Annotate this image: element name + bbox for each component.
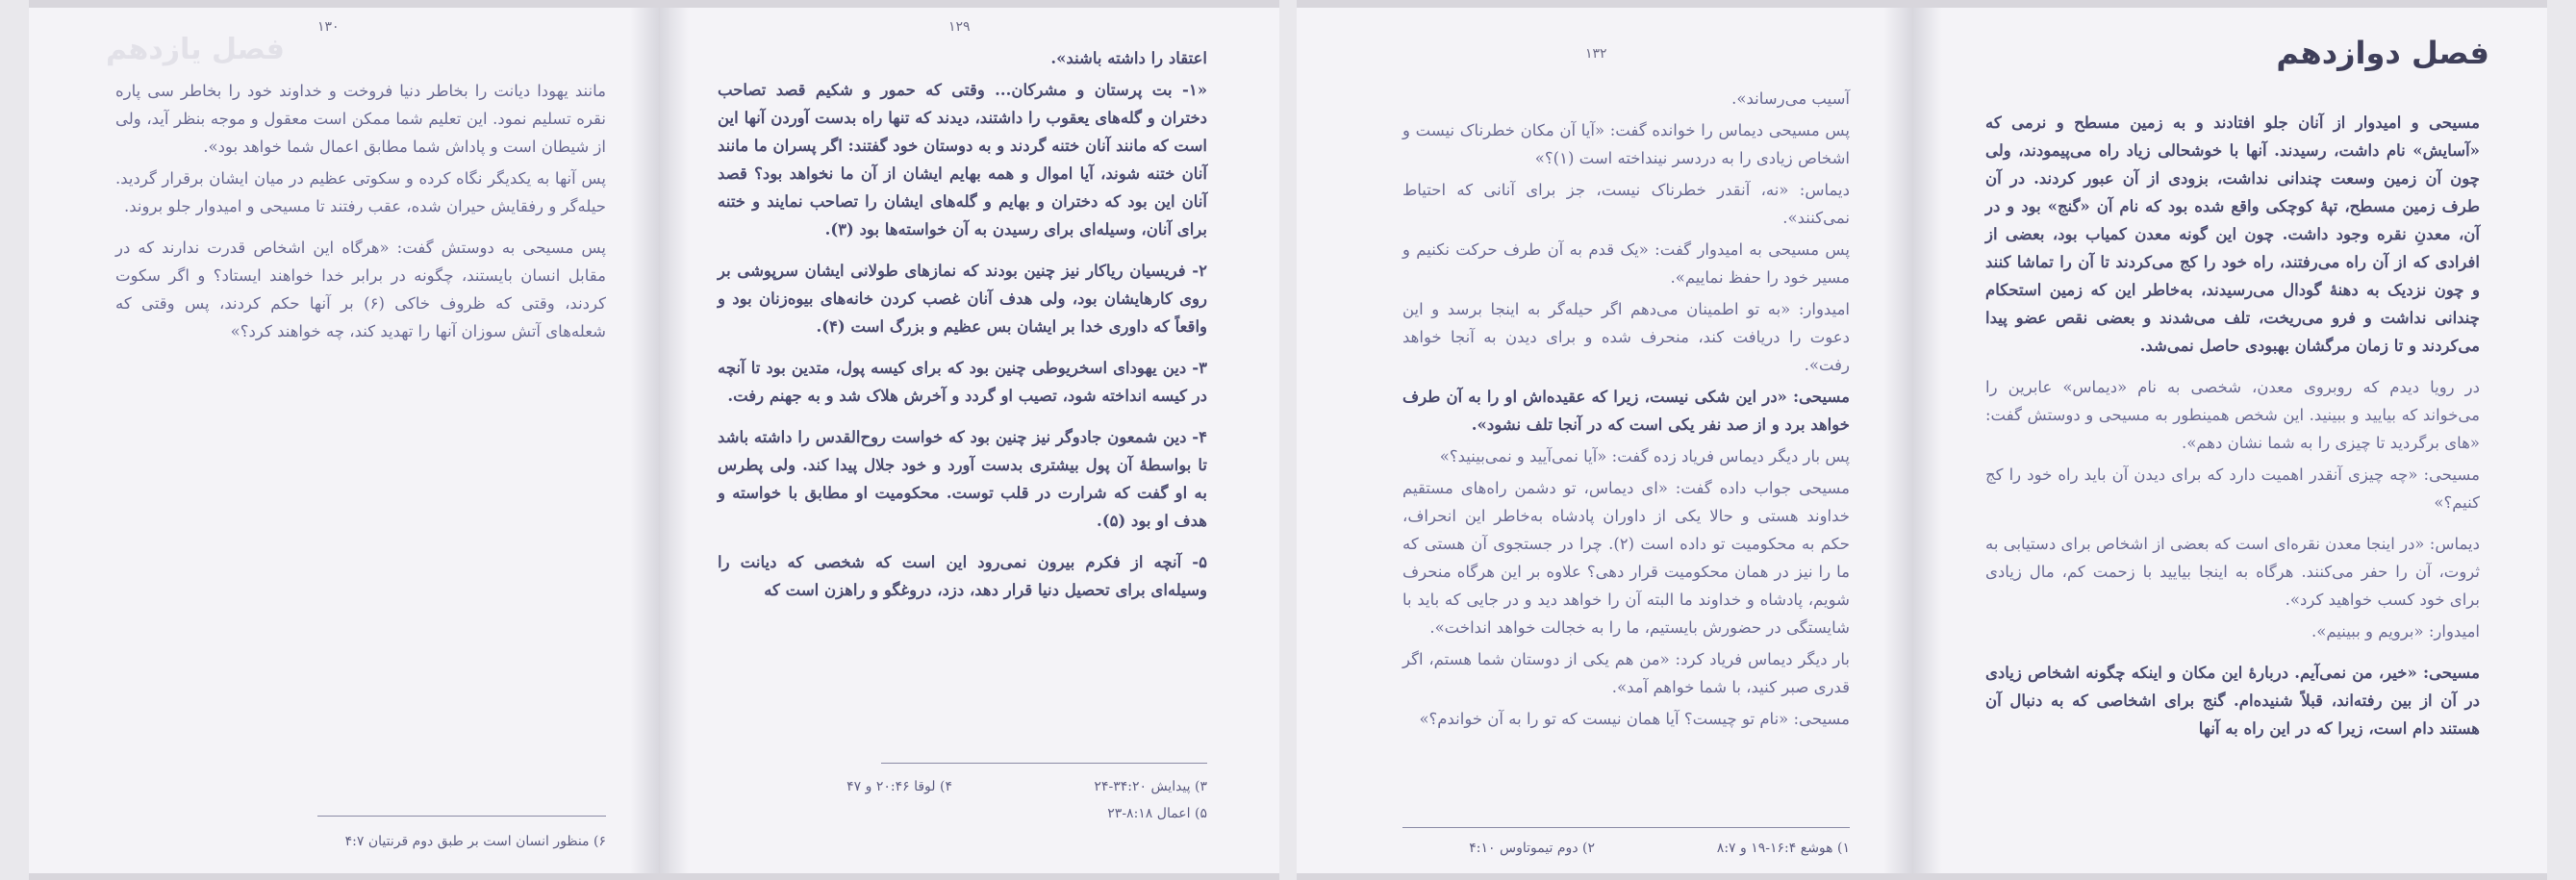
paragraph: ۲- فریسیان ریاکار نیز چنین بودند که نمازهای طولانی ایشان سرپوشی بر روی کارهایشان بود، ولی هدف آنان غصب کردن خانه‌های بیوه‌زنان بود و واقعاً که داوری خدا بر ایشان بس عظیم و بزرگ است (۴).	[718, 262, 1207, 336]
page-text	[115, 77, 606, 349]
paragraph: ۵- آنچه از فکرم بیرون نمی‌رود این است که شخصی که دیانت را وسیله‌ای برای تحصیل دنیا قرار دهد، دزد، دروغگو و راهزن است که	[718, 553, 1207, 599]
paragraph: ۴- دین شمعون جادوگر نیز چنین بود که خواست روح‌القدس را داشته باشد تا بواسطهٔ آن پول بیشتری بدست آورد و خود جلال پیدا کند. ولی پطرس به او گفت که شرارت در قلب توست. محکومیت او مطابق با خواسته و هدف او بود (۵).	[718, 428, 1207, 530]
paragraph: امیدوار: «برویم و ببینیم».	[2311, 622, 2480, 641]
paragraph: دیماس: «در اینجا معدن نقره‌ای است که بعضی از اشخاص برای دستیابی به ثروت، آن را حفر می‌کنند. هرگاه به اینجا بیایید با زحمت کم، مال زیادی برای خود کسب خواهید کرد».	[1985, 535, 2480, 609]
paragraph: مسیحی: «نام تو چیست؟ آیا همان نیست که تو را به آن خواندم؟»	[1419, 710, 1850, 728]
paragraph: امیدوار: «به تو اطمینان می‌دهم اگر حیله‌گر به اینجا برسد و این دعوت را دریافت کند، منحرف شده و برای دیدن به آنجا خواهد رفت».	[1402, 300, 1850, 374]
footnote: ۱) هوشع ۱۶:۴-۱۹ و ۸:۷	[1716, 841, 1850, 856]
page-number: ۱۳۰	[317, 19, 340, 35]
paragraph: «۱- بت پرستان و مشرکان... وقتی که حمور و شکیم قصد تصاحب دختران و گله‌های یعقوب را داشتند، دیدند که تنها راه بدست آوردن آنها این است که مانند آنان ختنه گردند و به دوستان خود گفتند: اگر پسران ما مانند آنان ختنه شوند، آیا اموال و همه بهایم ایشان از آن ما نخواهد بود؟ قصد آنان این بود که دختران و بهایم و گله‌های ایشان را تصاحب نمایند و ختنه برای آنان، وسیله‌ای برای رسیدن به آن خواسته‌ها بود (۳).	[718, 81, 1207, 239]
paragraph: در رویا دیدم که روبروی معدن، شخصی به نام «دیماس» عابرین را می‌خواند که بیایید و ببینید. این شخص همینطور به مسیحی و دوستش گفت: «های برگردید تا چیزی را به شما نشان دهم».	[1985, 378, 2480, 452]
paragraph: ۳- دین یهودای اسخریوطی چنین بود که برای کیسه پول، متدین بود تا آنچه در کیسه انداخته شود، تصیب او گردد و آخرش هلاک شد و به جهنم رفت.	[718, 359, 1207, 405]
page-131	[1913, 8, 2547, 873]
paragraph: پس آنها به یکدیگر نگاه کرده و سکوتی عظیم در میان ایشان برقرار گردید. حیله‌گر و رفقایش حیران شده، عقب رفتند تا مسیحی و امیدوار جلو بروند.	[115, 169, 606, 215]
footnote-rule	[317, 816, 606, 817]
footnote: ۴) لوقا ۲۰:۴۶ و ۴۷	[846, 779, 952, 794]
paragraph: مسیحی و امیدوار از آنان جلو افتادند و به زمین مسطح و نرمی که «آسایش» نام داشت، رسیدند. آنها با خوشحالی زیاد راه می‌پیمودند، ولی چون آن زمین وسعت چندانی نداشت، بزودی از آن عبور کردند. در آن طرف زمین مسطح، تپهٔ کوچکی واقع شده بود که نام آن «گنج» بود و در آن، معدنِ نقره وجود داشت. چون این گونه معدن کمیاب بود، بعضی از افرادی که از آن راه می‌رفتند، راه خود را کج می‌کردند تا آن را تماشا کنند و چون نزدیک به دهنهٔ گودال می‌رسیدند، به‌خاطر این که زمین استحکام چندانی نداشت و فرو می‌ریخت، تلف می‌شدند و بعضی نقص عضو پیدا می‌کردند و تا زمان مرگشان بهبودی حاصل نمی‌شد.	[1985, 113, 2480, 355]
paragraph: پس مسیحی به امیدوار گفت: «یک قدم به آن طرف حرکت نکنیم و مسیر خود را حفظ نماییم».	[1402, 240, 1850, 287]
page-gutter-shadow	[630, 8, 659, 873]
paragraph: مسیحی: «خیر، من نمی‌آیم. دربارهٔ این مکان و اینکه چگونه اشخاص زیادی در آن از بین رفته‌اند، قبلاً شنیده‌ام. گنج برای اشخاصی که به دنبال آن هستند دام است، زیرا که در این راه به آنها	[1985, 664, 2480, 738]
chapter-title: فصل دوازدهم	[2276, 35, 2489, 71]
page-text	[1985, 109, 2480, 746]
page-gutter-shadow	[660, 8, 689, 873]
paragraph: اعتقاد را داشته باشند».	[1050, 49, 1207, 67]
page-number: ۱۳۲	[1585, 46, 1607, 62]
paragraph: بار دیگر دیماس فریاد کرد: «من هم یکی از دوستان شما هستم، اگر قدری صبر کنید، با شما خواهم آمد».	[1402, 650, 1850, 696]
page-text	[718, 44, 1207, 608]
paragraph: مسیحی: «چه چیزی آنقدر اهمیت دارد که برای دیدن آن باید راه خود را کج کنیم؟»	[1985, 465, 2480, 512]
footnote: ۵) اعمال ۸:۱۸-۲۳	[1107, 806, 1207, 821]
paragraph: مسیحی جواب داده گفت: «ای دیماس، تو دشمن راه‌های مستقیم خداوند هستی و حالا یکی از داوران پادشاه به‌خاطر این انحراف، حکم به محکومیت تو داده است (۲). چرا در جستجوی آن هستی که ما را نیز در همان محکومیت قرار دهی؟ علاوه بر این هرگاه منحرف شویم، پادشاه و خداوند ما البته آن را خواهد دید و در جایی که باید با شایستگی در حضورش بایستیم، ما را به خجالت خواهد انداخت».	[1402, 479, 1850, 637]
paragraph: آسیب می‌رساند».	[1731, 89, 1850, 108]
page-number: ۱۲۹	[948, 19, 971, 35]
page-text	[1402, 85, 1850, 737]
page-129	[660, 8, 1279, 873]
page-130	[29, 8, 659, 873]
footnote-rule	[881, 763, 1207, 764]
page-132	[1297, 8, 1912, 873]
paragraph: پس مسیحی دیماس را خوانده گفت: «آیا آن مکان خطرناک نیست و اشخاص زیادی را به دردسر نینداخته است (۱)؟»	[1402, 121, 1850, 167]
paragraph: پس مسیحی به دوستش گفت: «هرگاه این اشخاص قدرت ندارند که در مقابل انسان بایستند، چگونه در برابر خدا خواهند ایستاد؟ و اگر سکوت کردند، وقتی که ظروف خاکی (۶) بر آنها حکم کردند، پس وقتی که شعله‌های آتش سوزان آنها را تهدید کند، چه خواهند کرد؟»	[115, 239, 606, 340]
page-gutter-shadow	[1913, 8, 1942, 873]
paragraph: پس بار دیگر دیماس فریاد زده گفت: «آیا نمی‌آیید و نمی‌بینید؟»	[1439, 447, 1850, 465]
right-book-spread	[1297, 0, 2547, 880]
page-gutter-shadow	[1883, 8, 1912, 873]
footnote: ۶) منظور انسان است بر طبق دوم قرنتیان ۴:۷	[344, 834, 606, 849]
footnote: ۲) دوم تیموتاوس ۴:۱۰	[1469, 841, 1595, 856]
paragraph: دیماس: «نه، آنقدر خطرناک نیست، جز برای آنانی که احتیاط نمی‌کنند».	[1402, 181, 1850, 227]
left-book-spread	[29, 0, 1279, 880]
paragraph: مسیحی: «در این شکی نیست، زیرا که عقیده‌اش او را به آن طرف خواهد برد و از صد نفر یکی است که در آنجا تلف نشود».	[1402, 388, 1850, 434]
footnote-rule	[1402, 827, 1850, 828]
footnote: ۳) پیدایش ۳۴:۲۰-۲۴	[1094, 779, 1207, 794]
bleed-through-title: فصل یازدهم	[106, 33, 285, 66]
paragraph: مانند یهودا دیانت را بخاطر دنیا فروخت و خداوند خود را بخاطر سی پاره نقره تسلیم نمود. این تعلیم شما ممکن است معقول و موجه بنظر آید، ولی از شیطان است و پاداش شما مطابق اعمال شما خواهد بود».	[115, 82, 606, 156]
